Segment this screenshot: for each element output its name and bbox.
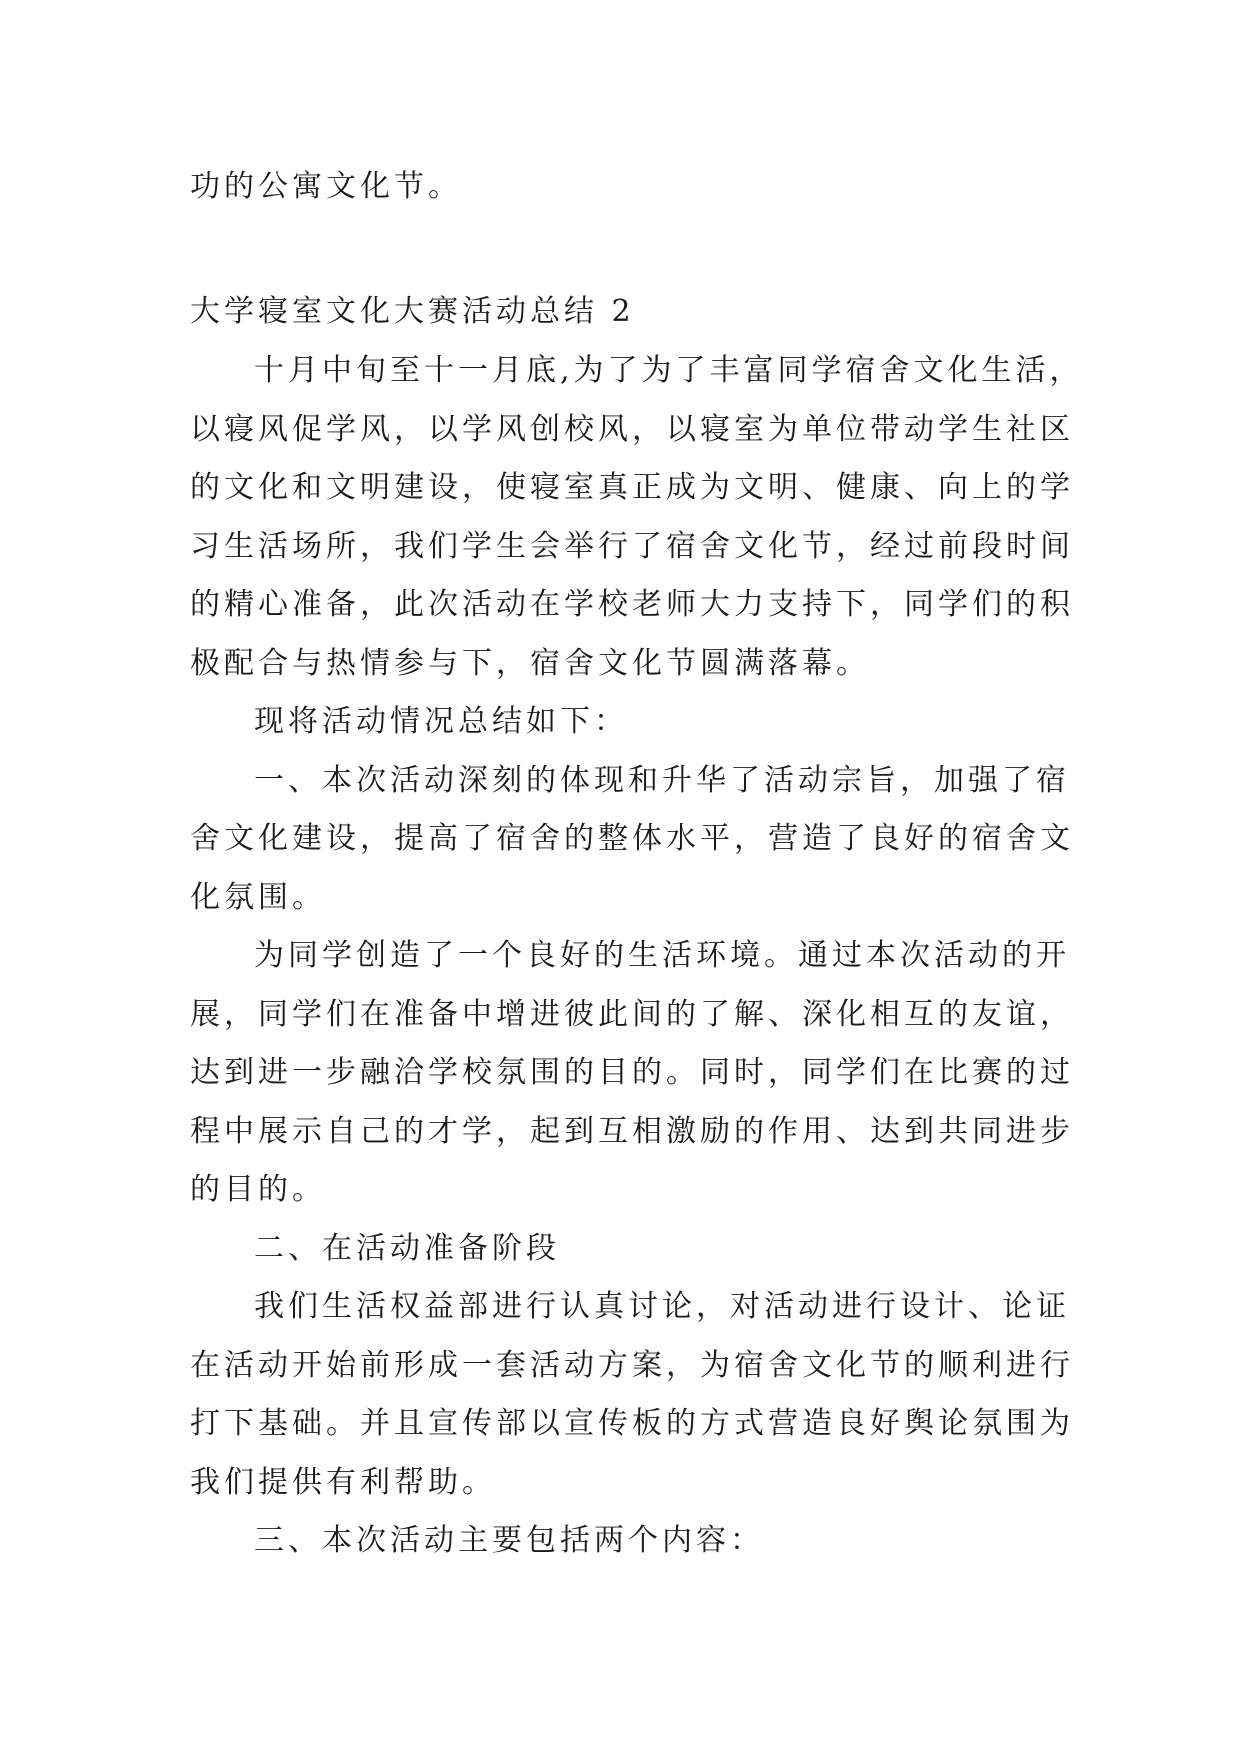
paragraph-line: 达到进一步融洽学校氛围的目的。同时，同学们在比赛的过 bbox=[190, 1055, 1074, 1090]
paragraph-line: 习生活场所，我们学生会举行了宿舍文化节，经过前段时间 bbox=[190, 528, 1074, 564]
paragraph-line: 展，同学们在准备中增进彼此间的了解、深化相互的友谊， bbox=[190, 996, 1074, 1032]
paragraph-line: 极配合与热情参与下，宿舍文化节圆满落幕。 bbox=[190, 645, 870, 681]
paragraph-line: 三、本次活动主要包括两个内容： bbox=[254, 1523, 764, 1558]
paragraph-line: 二、在活动准备阶段 bbox=[254, 1230, 560, 1266]
section-heading: 大学寝室文化大赛活动总结 2 bbox=[190, 294, 635, 329]
paragraph-line: 十月中旬至十一月底,为了为了丰富同学宿舍文化生活， bbox=[254, 353, 1084, 388]
paragraph-line: 舍文化建设，提高了宿舍的整体水平，营造了良好的宿舍文 bbox=[190, 821, 1074, 856]
paragraph-line: 的目的。 bbox=[190, 1172, 326, 1207]
paragraph-line: 化氛围。 bbox=[190, 879, 326, 915]
lead-line: 功的公寓文化节。 bbox=[190, 169, 462, 204]
paragraph-line: 我们提供有利帮助。 bbox=[190, 1464, 496, 1500]
paragraph-line: 打下基础。并且宣传部以宣传板的方式营造良好舆论氛围为 bbox=[190, 1406, 1074, 1441]
paragraph-line: 为同学创造了一个良好的生活环境。通过本次活动的开 bbox=[254, 938, 1070, 973]
paragraph-line: 以寝风促学风，以学风创校风，以寝室为单位带动学生社区 bbox=[190, 411, 1074, 447]
paragraph-line: 程中展示自己的才学，起到互相激励的作用、达到共同进步 bbox=[190, 1113, 1074, 1149]
body-text bbox=[190, 342, 1084, 1571]
paragraph-line: 现将活动情况总结如下： bbox=[254, 704, 628, 739]
paragraph-line: 的文化和文明建设，使寝室真正成为文明、健康、向上的学 bbox=[190, 470, 1074, 505]
paragraph-line: 一、本次活动深刻的体现和升华了活动宗旨，加强了宿 bbox=[254, 762, 1070, 798]
paragraph-line: 在活动开始前形成一套活动方案，为宿舍文化节的顺利进行 bbox=[190, 1347, 1074, 1383]
paragraph-line: 的精心准备，此次活动在学校老师大力支持下，同学们的积 bbox=[190, 587, 1074, 622]
paragraph-line: 我们生活权益部进行认真讨论，对活动进行设计、论证 bbox=[254, 1289, 1070, 1324]
